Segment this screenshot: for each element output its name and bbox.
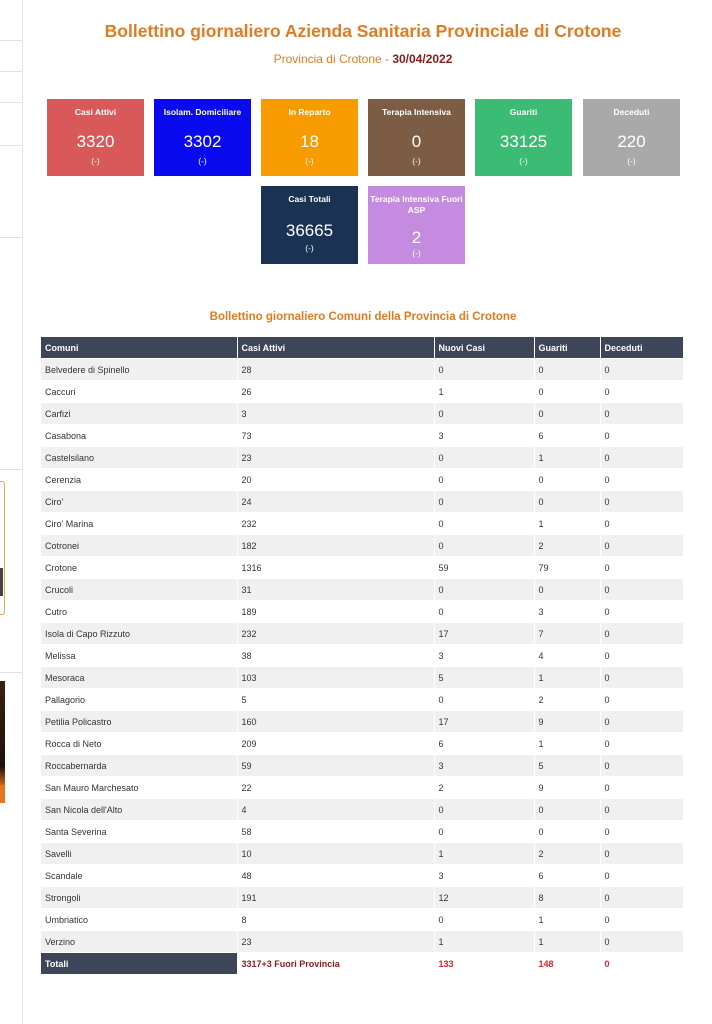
card-value: 3320: [76, 132, 115, 151]
cell-guariti: 0: [534, 579, 600, 601]
subtitle-province: Provincia di Crotone -: [273, 52, 393, 66]
cell-comune: San Nicola dell'Alto: [41, 799, 237, 821]
card-guariti: [475, 99, 572, 176]
cell-deceduti: 0: [600, 623, 683, 645]
card-label: Guariti: [509, 107, 538, 117]
cell-guariti: 5: [534, 755, 600, 777]
cell-comune: Santa Severina: [41, 821, 237, 843]
table-row: [41, 447, 683, 469]
cell-nuovi-casi: 0: [434, 909, 534, 931]
cell-comune: Roccabernarda: [41, 755, 237, 777]
cell-deceduti: 0: [600, 887, 683, 909]
cell-guariti: 8: [534, 887, 600, 909]
card-label: Casi Totali: [288, 194, 331, 204]
cell-guariti: 1: [534, 667, 600, 689]
cell-nuovi-casi: 0: [434, 601, 534, 623]
cell-guariti: 2: [534, 535, 600, 557]
table-row: [41, 711, 683, 733]
table-row: [41, 821, 683, 843]
cell-guariti: 9: [534, 777, 600, 799]
table-row: [41, 403, 683, 425]
cell-guariti: 1: [534, 733, 600, 755]
cell-casi-attivi: 20: [237, 469, 434, 491]
cell-casi-attivi: 182: [237, 535, 434, 557]
cell-deceduti: 0: [600, 513, 683, 535]
table-row: [41, 381, 683, 403]
card-casi-totali: [261, 186, 358, 264]
sidebar-divider: [0, 145, 22, 146]
cell-nuovi-casi: 3: [434, 425, 534, 447]
table-row: [41, 799, 683, 821]
cell-deceduti: 0: [600, 711, 683, 733]
card-value: 0: [411, 132, 422, 151]
totals-label: Totali: [41, 953, 237, 975]
cell-comune: Petilia Policastro: [41, 711, 237, 733]
card-deceduti: [583, 99, 680, 176]
cell-nuovi-casi: 3: [434, 755, 534, 777]
cell-nuovi-casi: 0: [434, 491, 534, 513]
card-value: 3302: [183, 132, 222, 151]
sidebar-divider: [0, 102, 22, 103]
cell-deceduti: 0: [600, 931, 683, 953]
cell-nuovi-casi: 3: [434, 645, 534, 667]
card-delta: (-): [305, 156, 314, 166]
cell-deceduti: 0: [600, 557, 683, 579]
table-row: [41, 777, 683, 799]
table-row: [41, 491, 683, 513]
card-value: 18: [300, 132, 319, 151]
cell-casi-attivi: 4: [237, 799, 434, 821]
cell-nuovi-casi: 17: [434, 711, 534, 733]
cell-comune: Cerenzia: [41, 469, 237, 491]
cell-deceduti: 0: [600, 601, 683, 623]
sidebar-divider: [0, 71, 22, 72]
cell-guariti: 1: [534, 513, 600, 535]
page-subtitle: [40, 52, 686, 66]
cell-nuovi-casi: 59: [434, 557, 534, 579]
table-row: [41, 865, 683, 887]
cell-comune: San Mauro Marchesato: [41, 777, 237, 799]
card-terapia-intensiva-fuori-asp: [368, 186, 465, 264]
cell-nuovi-casi: 6: [434, 733, 534, 755]
cell-nuovi-casi: 2: [434, 777, 534, 799]
table-row: [41, 623, 683, 645]
sidebar-divider: [0, 469, 22, 470]
cell-nuovi-casi: 3: [434, 865, 534, 887]
cell-comune: Scandale: [41, 865, 237, 887]
cell-deceduti: 0: [600, 535, 683, 557]
cell-deceduti: 0: [600, 579, 683, 601]
table-row: [41, 843, 683, 865]
cell-guariti: 79: [534, 557, 600, 579]
cell-nuovi-casi: 1: [434, 843, 534, 865]
table-row: [41, 601, 683, 623]
table-row: [41, 425, 683, 447]
cell-guariti: 0: [534, 381, 600, 403]
cell-casi-attivi: 191: [237, 887, 434, 909]
totals-row: [41, 953, 683, 975]
table-row: [41, 579, 683, 601]
cell-comune: Pallagorio: [41, 689, 237, 711]
cell-guariti: 1: [534, 447, 600, 469]
cell-casi-attivi: 24: [237, 491, 434, 513]
card-delta: (-): [412, 156, 421, 166]
cell-guariti: 0: [534, 403, 600, 425]
cell-nuovi-casi: 0: [434, 689, 534, 711]
cell-casi-attivi: 189: [237, 601, 434, 623]
card-value: 220: [617, 132, 646, 151]
cell-nuovi-casi: 1: [434, 931, 534, 953]
cell-deceduti: 0: [600, 359, 683, 381]
cell-nuovi-casi: 0: [434, 469, 534, 491]
totals-nuovi-casi: 133: [434, 953, 534, 975]
table-row: [41, 535, 683, 557]
cell-deceduti: 0: [600, 403, 683, 425]
card-value: 2: [411, 228, 422, 247]
card-label: Deceduti: [613, 107, 650, 117]
totals-deceduti: 0: [600, 953, 683, 975]
cell-comune: Casabona: [41, 425, 237, 447]
cell-comune: Verzino: [41, 931, 237, 953]
cell-guariti: 4: [534, 645, 600, 667]
card-delta: (-): [412, 248, 421, 258]
cell-casi-attivi: 1316: [237, 557, 434, 579]
table-header-row: [41, 337, 683, 359]
cell-casi-attivi: 209: [237, 733, 434, 755]
cell-deceduti: 0: [600, 755, 683, 777]
cell-casi-attivi: 31: [237, 579, 434, 601]
cell-casi-attivi: 160: [237, 711, 434, 733]
cell-deceduti: 0: [600, 425, 683, 447]
cell-casi-attivi: 26: [237, 381, 434, 403]
cell-deceduti: 0: [600, 909, 683, 931]
cell-guariti: 1: [534, 909, 600, 931]
cell-casi-attivi: 73: [237, 425, 434, 447]
sidebar-card[interactable]: [0, 481, 5, 615]
table-row: [41, 733, 683, 755]
cell-guariti: 0: [534, 821, 600, 843]
cell-deceduti: 0: [600, 799, 683, 821]
cell-nuovi-casi: 17: [434, 623, 534, 645]
cell-comune: Mesoraca: [41, 667, 237, 689]
sidebar-image-tag: [0, 785, 5, 803]
cell-deceduti: 0: [600, 645, 683, 667]
cell-nuovi-casi: 0: [434, 821, 534, 843]
cell-casi-attivi: 59: [237, 755, 434, 777]
table-row: [41, 359, 683, 381]
totals-guariti: 148: [534, 953, 600, 975]
cell-guariti: 3: [534, 601, 600, 623]
table-row: [41, 931, 683, 953]
cell-nuovi-casi: 0: [434, 535, 534, 557]
cell-deceduti: 0: [600, 381, 683, 403]
cell-comune: Melissa: [41, 645, 237, 667]
cell-guariti: 9: [534, 711, 600, 733]
cell-nuovi-casi: 1: [434, 381, 534, 403]
card-delta: (-): [305, 243, 314, 253]
cell-nuovi-casi: 0: [434, 447, 534, 469]
card-value: 33125: [499, 132, 548, 151]
column-header-comuni[interactable]: Comuni: [41, 337, 237, 359]
cell-casi-attivi: 48: [237, 865, 434, 887]
cell-deceduti: 0: [600, 777, 683, 799]
column-header-deceduti[interactable]: Deceduti: [600, 337, 683, 359]
cell-comune: Cotronei: [41, 535, 237, 557]
card-label: Terapia Intensiva Fuori ASP: [370, 194, 463, 215]
table-row: [41, 469, 683, 491]
column-header-guariti[interactable]: Guariti: [534, 337, 600, 359]
cell-deceduti: 0: [600, 865, 683, 887]
cell-comune: Caccuri: [41, 381, 237, 403]
card-delta: (-): [198, 156, 207, 166]
cell-comune: Belvedere di Spinello: [41, 359, 237, 381]
cell-deceduti: 0: [600, 689, 683, 711]
cell-guariti: 2: [534, 689, 600, 711]
cell-guariti: 0: [534, 359, 600, 381]
cell-comune: Crucoli: [41, 579, 237, 601]
table-row: [41, 667, 683, 689]
cell-guariti: 2: [534, 843, 600, 865]
card-in-reparto: [261, 99, 358, 176]
cell-casi-attivi: 103: [237, 667, 434, 689]
cell-deceduti: 0: [600, 667, 683, 689]
cell-deceduti: 0: [600, 733, 683, 755]
cell-nuovi-casi: 5: [434, 667, 534, 689]
cell-comune: Savelli: [41, 843, 237, 865]
cell-casi-attivi: 232: [237, 513, 434, 535]
cell-comune: Castelsilano: [41, 447, 237, 469]
table-row: [41, 645, 683, 667]
cell-deceduti: 0: [600, 447, 683, 469]
cell-nuovi-casi: 0: [434, 359, 534, 381]
cell-nuovi-casi: 0: [434, 579, 534, 601]
cell-comune: Ciro' Marina: [41, 513, 237, 535]
table-row: [41, 689, 683, 711]
cell-guariti: 7: [534, 623, 600, 645]
cell-casi-attivi: 10: [237, 843, 434, 865]
cell-comune: Crotone: [41, 557, 237, 579]
column-header-casi-attivi[interactable]: Casi Attivi: [237, 337, 434, 359]
cell-deceduti: 0: [600, 843, 683, 865]
cell-comune: Umbriatico: [41, 909, 237, 931]
cell-casi-attivi: 22: [237, 777, 434, 799]
cell-guariti: 0: [534, 799, 600, 821]
cell-casi-attivi: 232: [237, 623, 434, 645]
cell-casi-attivi: 3: [237, 403, 434, 425]
card-label: Terapia Intensiva: [382, 107, 451, 117]
cell-nuovi-casi: 0: [434, 513, 534, 535]
bulletin-date: 30/04/2022: [392, 52, 453, 66]
card-delta: (-): [91, 156, 100, 166]
cell-guariti: 0: [534, 469, 600, 491]
cell-casi-attivi: 23: [237, 931, 434, 953]
cell-guariti: 6: [534, 425, 600, 447]
cell-casi-attivi: 23: [237, 447, 434, 469]
card-casi-attivi: [47, 99, 144, 176]
table-row: [41, 909, 683, 931]
card-label: Isolam. Domiciliare: [163, 107, 242, 117]
cell-comune: Carfizi: [41, 403, 237, 425]
cell-comune: Ciro': [41, 491, 237, 513]
cell-casi-attivi: 5: [237, 689, 434, 711]
cell-casi-attivi: 58: [237, 821, 434, 843]
table-row: [41, 557, 683, 579]
cell-nuovi-casi: 12: [434, 887, 534, 909]
card-value: 36665: [285, 221, 334, 240]
cell-nuovi-casi: 0: [434, 799, 534, 821]
sidebar-divider: [0, 40, 22, 41]
card-label: Casi Attivi: [74, 107, 117, 117]
cell-deceduti: 0: [600, 469, 683, 491]
cell-casi-attivi: 28: [237, 359, 434, 381]
cell-nuovi-casi: 0: [434, 403, 534, 425]
cell-casi-attivi: 8: [237, 909, 434, 931]
sidebar-divider: [0, 237, 22, 238]
card-delta: (-): [627, 156, 636, 166]
sidebar-card-strip: [0, 568, 3, 596]
card-terapia-intensiva: [368, 99, 465, 176]
page-title: Bollettino giornaliero Azienda Sanitaria Provinciale di Crotone: [104, 21, 622, 41]
sidebar-divider: [0, 672, 22, 673]
sidebar: [0, 0, 23, 1024]
totals-casi-attivi: 3317+3 Fuori Provincia: [237, 953, 434, 975]
cell-casi-attivi: 38: [237, 645, 434, 667]
cell-guariti: 6: [534, 865, 600, 887]
card-label: In Reparto: [288, 107, 331, 117]
cell-comune: Strongoli: [41, 887, 237, 909]
cell-guariti: 0: [534, 491, 600, 513]
table-title: Bollettino giornaliero Comuni della Provincia di Crotone: [209, 311, 517, 323]
cell-deceduti: 0: [600, 821, 683, 843]
column-header-nuovi-casi[interactable]: Nuovi Casi: [434, 337, 534, 359]
cell-comune: Rocca di Neto: [41, 733, 237, 755]
table-row: [41, 887, 683, 909]
card-isolam-domiciliare: [154, 99, 251, 176]
cell-comune: Isola di Capo Rizzuto: [41, 623, 237, 645]
cell-comune: Cutro: [41, 601, 237, 623]
table-row: [41, 755, 683, 777]
comuni-table: [41, 337, 684, 974]
cell-deceduti: 0: [600, 491, 683, 513]
card-delta: (-): [519, 156, 528, 166]
cell-guariti: 1: [534, 931, 600, 953]
table-row: [41, 513, 683, 535]
